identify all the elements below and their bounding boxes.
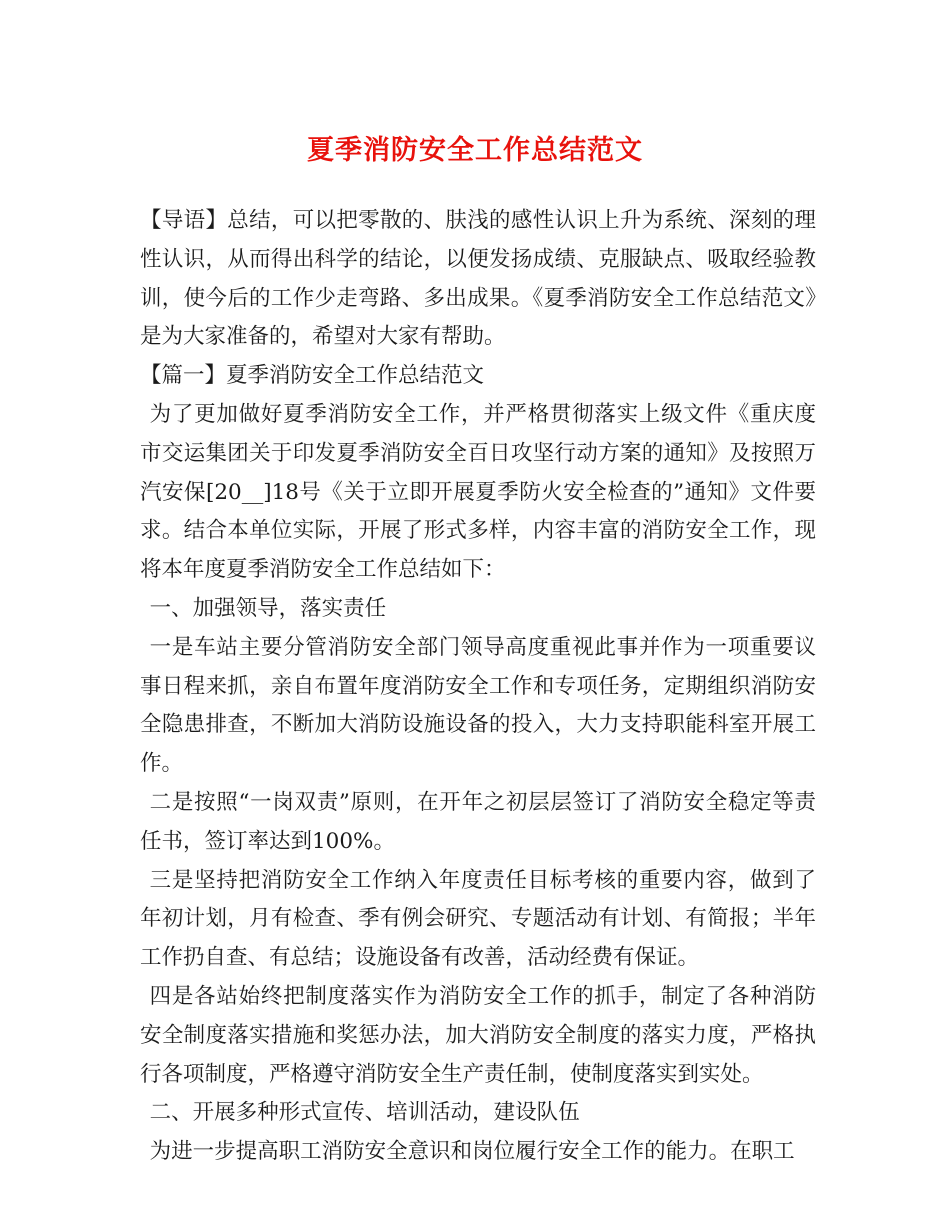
intro-paragraph: 【导语】总结，可以把零散的、肤浅的感性认识上升为系统、深刻的理性认识，从而得出科学的结论，以便发扬成绩、克服缺点、吸取经验教训，使今后的工作少走弯路、多出成果。《夏季消防安全工作总结范文》是为大家准备的，希望对大家有帮助。 [140, 208, 816, 350]
body-paragraph: 一是车站主要分管消防安全部门领导高度重视此事并作为一项重要议事日程来抓，亲自布置年度消防安全工作和专项任务，定期组织消防安全隐患排查，不断加大消防设施设备的投入，大力支持职能科室开展工作。 [140, 634, 816, 777]
page-title: 夏季消防安全工作总结范文 [307, 135, 643, 166]
body-paragraph: 四是各站始终把制度落实作为消防安全工作的抓手，制定了各种消防安全制度落实措施和奖惩办法，加大消防安全制度的落实力度，严格执行各项制度，严格遵守消防安全生产责任制，使制度落实到实处。 [140, 983, 816, 1087]
body-paragraph: 三是坚持把消防安全工作纳入年度责任目标考核的重要内容，做到了年初计划，月有检查、季有例会研究、专题活动有计划、有简报；半年工作扔自查、有总结；设施设备有改善，活动经费有保证。 [140, 867, 816, 971]
document-body [140, 202, 816, 1172]
body-paragraph: 二是按照“一岗双责”原则，在开年之初层层签订了消防安全稳定等责任书，签订率达到100%。 [140, 789, 816, 854]
section-heading: 二、开展多种形式宣传、培训活动，建设队伍 [149, 1100, 580, 1126]
body-paragraph: 为了更加做好夏季消防安全工作，并严格贯彻落实上级文件《重庆度市交运集团关于印发夏季消防安全百日攻坚行动方案的通知》及按照万汽安保[20__]18号《关于立即开展夏季防火安全检查的”通知》文件要求。结合本单位实际，开展了形式多样，内容丰富的消防安全工作，现将本年度夏季消防安全工作总结如下： [140, 401, 816, 583]
section-heading: 一、加强领导，落实责任 [149, 595, 387, 621]
body-paragraph: 为进一步提高职工消防安全意识和岗位履行安全工作的能力。在职工 [149, 1139, 795, 1165]
section-heading-part-one: 【篇一】夏季消防安全工作总结范文 [140, 363, 485, 389]
